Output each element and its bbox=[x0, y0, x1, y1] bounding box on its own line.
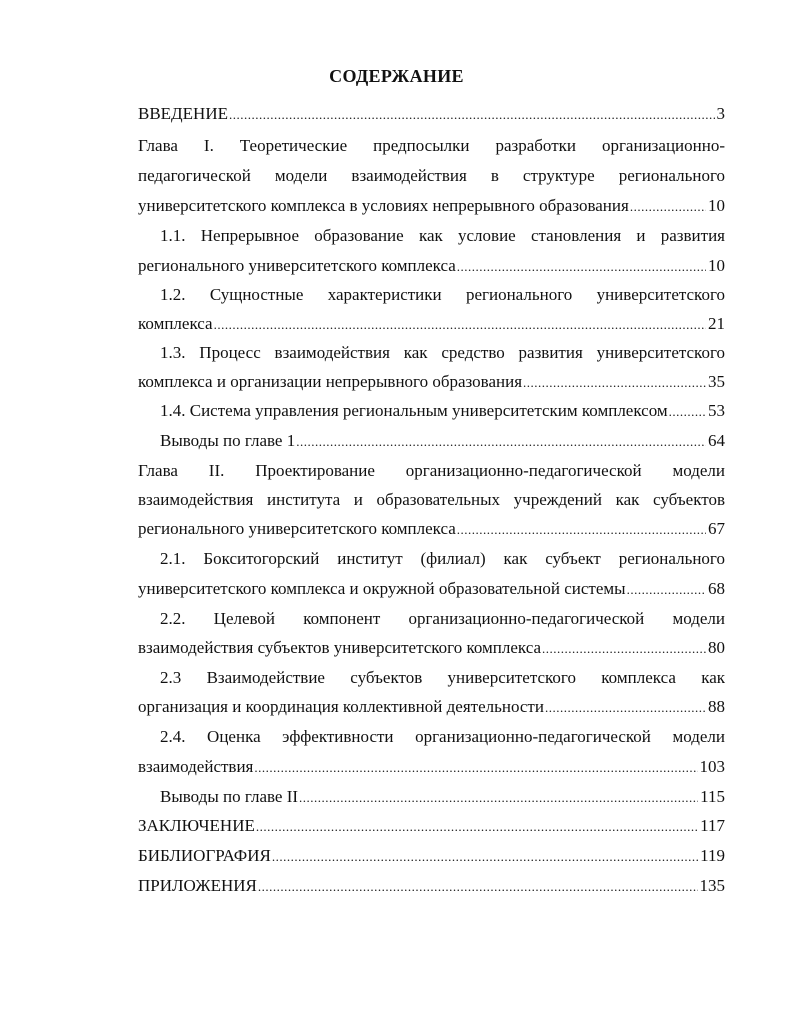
dot-leader bbox=[545, 698, 706, 718]
toc-entry-chapter-2-line-3 bbox=[138, 519, 725, 539]
toc-entry-text: взаимодействия субъектов университетского комплекса bbox=[138, 638, 542, 657]
toc-entry-chapter-2-line-1: Глава II. Проектирование организационно-педагогической модели bbox=[138, 461, 725, 480]
toc-page-number: 53 bbox=[708, 401, 725, 420]
toc-entry-section-2-4-line-2 bbox=[138, 757, 725, 777]
toc-entry-text: регионального университетского комплекса bbox=[138, 256, 456, 275]
toc-page-number: 21 bbox=[708, 314, 725, 333]
toc-entry-appendices bbox=[138, 876, 725, 896]
toc-entry-text: университетского комплекса в условиях непрерывного образования bbox=[138, 196, 629, 215]
toc-entry-text: организация и координация коллективной деятельности bbox=[138, 697, 544, 716]
dot-leader bbox=[296, 432, 706, 452]
toc-entry-text: ПРИЛОЖЕНИЯ bbox=[138, 876, 257, 895]
toc-entry-section-1-3-line-1: 1.3. Процесс взаимодействия как средство развития университетского bbox=[160, 343, 725, 362]
toc-entry-section-2-2-line-2 bbox=[138, 638, 725, 658]
toc-page-number: 10 bbox=[708, 256, 725, 275]
dot-leader bbox=[627, 580, 706, 600]
toc-entry-introduction bbox=[138, 104, 725, 124]
toc-entry-text: регионального университетского комплекса bbox=[138, 519, 456, 538]
toc-page-number: 68 bbox=[708, 579, 725, 598]
toc-entry-section-2-4-line-1: 2.4. Оценка эффективности организационно-педагогической модели bbox=[160, 727, 725, 746]
toc-page-number: 80 bbox=[708, 638, 725, 657]
toc-entry-text: ЗАКЛЮЧЕНИЕ bbox=[138, 816, 255, 835]
toc-entry-section-2-3-line-1: 2.3 Взаимодействие субъектов университетского комплекса как bbox=[160, 668, 725, 687]
toc-page-number: 35 bbox=[708, 372, 725, 391]
toc-entry-section-1-2-line-1: 1.2. Сущностные характеристики регионального университетского bbox=[160, 285, 725, 304]
toc-entry-text: университетского комплекса и окружной образовательной системы bbox=[138, 579, 626, 598]
toc-entry-text: Выводы по главе 1 bbox=[160, 431, 296, 450]
toc-page-number: 64 bbox=[708, 431, 725, 450]
toc-entry-text: ВВЕДЕНИЕ bbox=[138, 104, 228, 123]
toc-page-number: 103 bbox=[699, 757, 725, 776]
toc-page-number: 67 bbox=[708, 519, 725, 538]
dot-leader bbox=[457, 257, 706, 277]
toc-entry-text: комплекса bbox=[138, 314, 213, 333]
toc-entry-chapter-1-line-3 bbox=[138, 196, 725, 216]
toc-entry-chapter-2-line-2: взаимодействия института и образовательных учреждений как субъектов bbox=[138, 490, 725, 509]
dot-leader bbox=[254, 758, 697, 778]
dot-leader bbox=[256, 817, 698, 837]
toc-entry-section-1-4 bbox=[160, 401, 725, 421]
dot-leader bbox=[229, 105, 715, 125]
toc-entry-section-2-1-line-1: 2.1. Бокситогорский институт (филиал) как субъект регионального bbox=[160, 549, 725, 568]
toc-page-number: 117 bbox=[700, 816, 725, 835]
toc-page-number: 88 bbox=[708, 697, 725, 716]
toc-entry-bibliography bbox=[138, 846, 725, 866]
toc-page-number: 119 bbox=[700, 846, 725, 865]
toc-entry-chapter-1-line-2: педагогической модели взаимодействия в структуре регионального bbox=[138, 166, 725, 185]
toc-entry-conclusions-chapter-1 bbox=[160, 431, 725, 451]
toc-entry-conclusions-chapter-2 bbox=[160, 787, 725, 807]
toc-entry-text: БИБЛИОГРАФИЯ bbox=[138, 846, 271, 865]
dot-leader bbox=[669, 402, 706, 422]
dot-leader bbox=[542, 639, 706, 659]
toc-page-number: 135 bbox=[699, 876, 725, 895]
dot-leader bbox=[258, 877, 698, 897]
dot-leader bbox=[272, 847, 698, 867]
toc-entry-section-1-1-line-1: 1.1. Непрерывное образование как условие становления и развития bbox=[160, 226, 725, 245]
dot-leader bbox=[299, 788, 698, 808]
toc-entry-conclusion bbox=[138, 816, 725, 836]
toc-entry-section-2-3-line-2 bbox=[138, 697, 725, 717]
toc-entry-section-2-2-line-1: 2.2. Целевой компонент организационно-педагогической модели bbox=[160, 609, 725, 628]
toc-entry-section-1-2-line-2 bbox=[138, 314, 725, 334]
toc-entry-chapter-1-line-1: Глава I. Теоретические предпосылки разработки организационно- bbox=[138, 136, 725, 155]
toc-entry-section-1-3-line-2 bbox=[138, 372, 725, 392]
dot-leader bbox=[214, 315, 706, 335]
toc-entry-section-1-1-line-2 bbox=[138, 256, 725, 276]
toc-entry-text: взаимодействия bbox=[138, 757, 254, 776]
toc-page-number: 115 bbox=[700, 787, 725, 806]
toc-entry-text: Выводы по главе II bbox=[160, 787, 299, 806]
toc-entry-text: 1.4. Система управления региональным университетским комплексом bbox=[160, 401, 668, 420]
toc-entry-text: комплекса и организации непрерывного образования bbox=[138, 372, 523, 391]
page-title: СОДЕРЖАНИЕ bbox=[329, 66, 464, 86]
dot-leader bbox=[630, 197, 706, 217]
toc-page-number: 10 bbox=[708, 196, 725, 215]
dot-leader bbox=[457, 520, 706, 540]
toc-entry-section-2-1-line-2 bbox=[138, 579, 725, 599]
toc-page-number: 3 bbox=[716, 104, 725, 123]
dot-leader bbox=[523, 373, 706, 393]
